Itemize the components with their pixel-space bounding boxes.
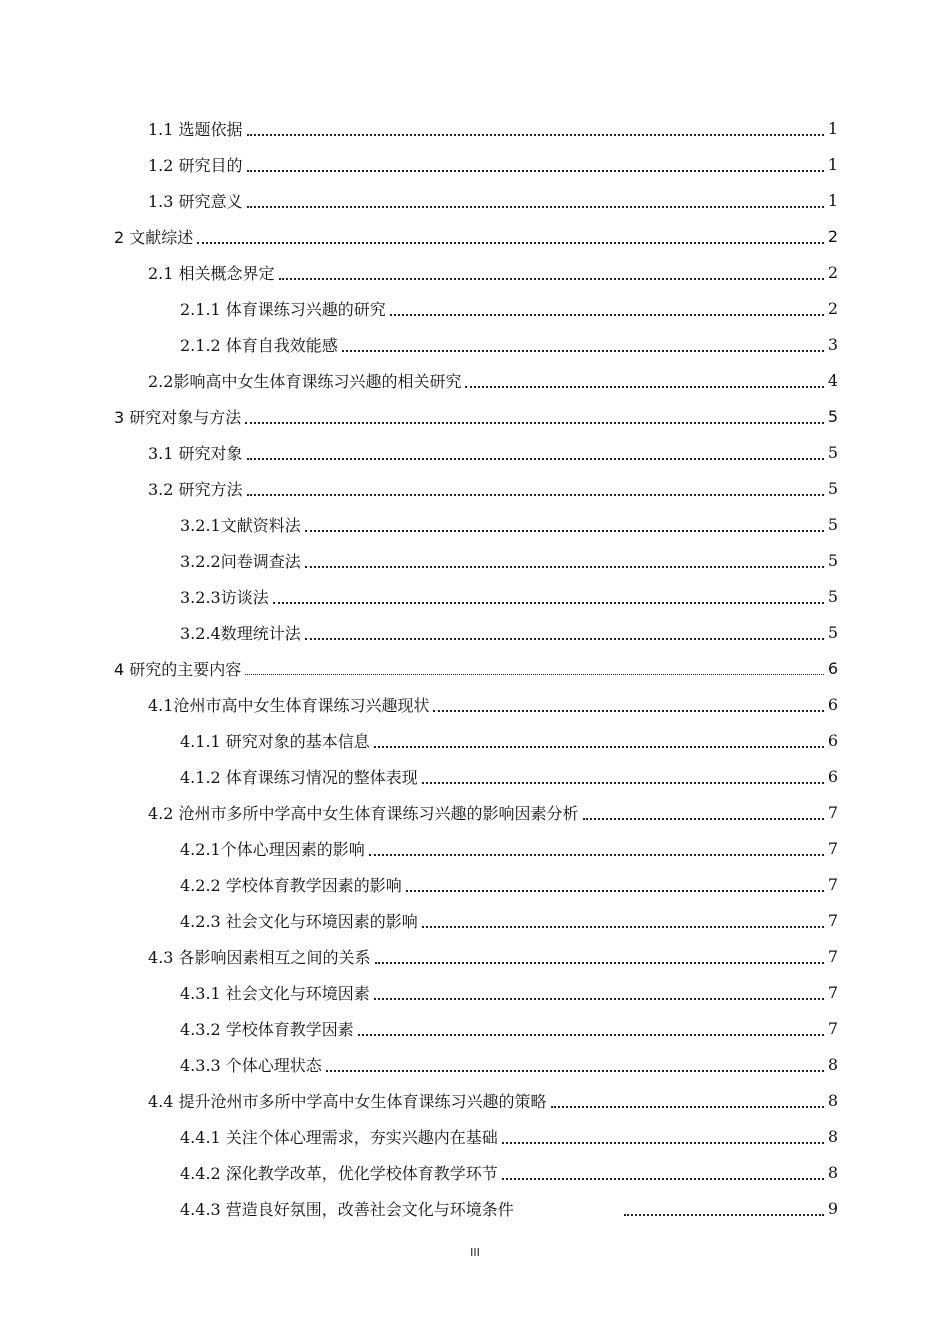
dot-leader	[390, 313, 824, 316]
toc-entry-title: 4 研究的主要内容	[114, 659, 242, 679]
table-of-contents	[0, 110, 950, 1226]
toc-entry-page-number: 2	[827, 262, 838, 282]
dot-leader	[245, 421, 824, 424]
toc-entry[interactable]	[0, 1118, 950, 1154]
dot-leader	[279, 277, 824, 280]
dot-leader	[305, 565, 824, 568]
toc-entry-title: 4.3.1 社会文化与环境因素	[180, 983, 370, 1003]
toc-entry[interactable]	[0, 650, 950, 686]
dot-leader	[406, 889, 824, 892]
toc-entry-title: 3.2.3访谈法	[180, 587, 269, 607]
dot-leader	[247, 457, 824, 460]
toc-entry[interactable]	[0, 866, 950, 902]
dot-leader	[247, 493, 824, 496]
toc-entry-title: 4.2.2 学校体育教学因素的影响	[180, 875, 402, 895]
toc-entry[interactable]	[0, 290, 950, 326]
toc-entry[interactable]	[0, 686, 950, 722]
toc-entry[interactable]	[0, 398, 950, 434]
dot-leader	[247, 205, 824, 208]
dot-leader	[273, 601, 824, 604]
toc-entry-page-number: 2	[827, 298, 838, 318]
toc-entry[interactable]	[0, 1046, 950, 1082]
toc-entry[interactable]	[0, 794, 950, 830]
toc-entry-page-number: 5	[827, 478, 838, 498]
dot-leader	[245, 673, 824, 675]
toc-entry-page-number: 4	[827, 370, 838, 390]
toc-entry-title: 2.1 相关概念界定	[148, 263, 275, 283]
toc-entry-page-number: 6	[827, 766, 838, 786]
toc-entry[interactable]	[0, 974, 950, 1010]
toc-entry-page-number: 9	[827, 1198, 838, 1218]
dot-leader	[465, 385, 823, 388]
toc-entry[interactable]	[0, 470, 950, 506]
dot-leader	[247, 169, 824, 172]
toc-entry-title: 4.1.1 研究对象的基本信息	[180, 731, 370, 751]
toc-entry[interactable]	[0, 182, 950, 218]
toc-entry[interactable]	[0, 254, 950, 290]
toc-entry[interactable]	[0, 1082, 950, 1118]
dot-leader	[374, 997, 824, 1000]
toc-entry[interactable]	[0, 542, 950, 578]
toc-entry[interactable]	[0, 902, 950, 938]
toc-entry-page-number: 3	[827, 334, 838, 354]
dot-leader	[583, 817, 824, 820]
toc-entry[interactable]	[0, 146, 950, 182]
dot-leader	[375, 961, 824, 964]
toc-entry-title: 4.3 各影响因素相互之间的关系	[148, 947, 371, 967]
dot-leader	[305, 529, 824, 532]
toc-entry-page-number: 5	[827, 406, 838, 426]
toc-entry[interactable]	[0, 578, 950, 614]
toc-entry[interactable]	[0, 758, 950, 794]
toc-entry-title: 4.4.2 深化教学改革，优化学校体育教学环节	[180, 1163, 498, 1183]
toc-entry-title: 4.1沧州市高中女生体育课练习兴趣现状	[148, 695, 430, 715]
toc-entry-page-number: 7	[827, 838, 838, 858]
dot-leader	[247, 133, 824, 136]
toc-entry-title: 4.3.3 个体心理状态	[180, 1055, 322, 1075]
toc-entry-title: 3.2 研究方法	[148, 479, 243, 499]
toc-entry-title: 2.1.2 体育自我效能感	[180, 335, 338, 355]
dot-leader	[374, 745, 824, 748]
dot-leader	[305, 637, 824, 640]
toc-entry-title: 2 文献综述	[114, 227, 194, 247]
toc-entry[interactable]	[0, 110, 950, 146]
toc-entry-title: 1.1 选题依据	[148, 119, 243, 139]
toc-entry[interactable]	[0, 722, 950, 758]
toc-entry-page-number: 8	[827, 1090, 838, 1110]
toc-entry[interactable]	[0, 614, 950, 650]
toc-entry-page-number: 2	[827, 226, 838, 246]
toc-entry-page-number: 5	[827, 514, 838, 534]
toc-entry-page-number: 1	[827, 154, 838, 174]
toc-entry[interactable]	[0, 218, 950, 254]
dot-leader	[422, 781, 824, 784]
dot-leader	[502, 1141, 824, 1144]
toc-entry-page-number: 5	[827, 442, 838, 462]
toc-entry-title: 3.1 研究对象	[148, 443, 243, 463]
toc-entry-page-number: 8	[827, 1054, 838, 1074]
toc-entry-title: 3.2.1文献资料法	[180, 515, 301, 535]
toc-entry-page-number: 7	[827, 1018, 838, 1038]
toc-entry-page-number: 6	[827, 730, 838, 750]
toc-entry-page-number: 7	[827, 982, 838, 1002]
toc-entry-title: 1.3 研究意义	[148, 191, 243, 211]
toc-entry-title: 1.2 研究目的	[148, 155, 243, 175]
toc-entry[interactable]	[0, 506, 950, 542]
toc-entry[interactable]	[0, 830, 950, 866]
dot-leader	[369, 853, 824, 856]
toc-entry[interactable]	[0, 434, 950, 470]
toc-entry[interactable]	[0, 1154, 950, 1190]
page-number-footer: III	[470, 1246, 480, 1259]
toc-entry-title: 4.1.2 体育课练习情况的整体表现	[180, 767, 418, 787]
toc-entry-title: 3 研究对象与方法	[114, 407, 242, 427]
toc-entry-page-number: 7	[827, 802, 838, 822]
toc-entry[interactable]	[0, 1190, 950, 1226]
toc-entry-page-number: 7	[827, 874, 838, 894]
toc-entry-title: 4.4 提升沧州市多所中学高中女生体育课练习兴趣的策略	[148, 1091, 547, 1111]
toc-entry-title: 4.2.1个体心理因素的影响	[180, 839, 365, 859]
toc-entry-page-number: 6	[827, 658, 838, 678]
toc-entry[interactable]	[0, 362, 950, 398]
dot-leader	[551, 1105, 824, 1108]
toc-entry-title: 3.2.2问卷调查法	[180, 551, 301, 571]
toc-entry[interactable]	[0, 326, 950, 362]
toc-entry-page-number: 5	[827, 550, 838, 570]
toc-entry-page-number: 8	[827, 1126, 838, 1146]
dot-leader	[358, 1033, 824, 1036]
toc-entry-page-number: 6	[827, 694, 838, 714]
dot-leader	[326, 1069, 824, 1072]
toc-entry-page-number: 7	[827, 946, 838, 966]
toc-entry-title: 2.2影响高中女生体育课练习兴趣的相关研究	[148, 371, 462, 391]
toc-entry-title: 2.1.1 体育课练习兴趣的研究	[180, 299, 386, 319]
dot-leader	[342, 349, 824, 352]
toc-entry-page-number: 1	[827, 190, 838, 210]
toc-entry-page-number: 5	[827, 622, 838, 642]
toc-entry-page-number: 5	[827, 586, 838, 606]
toc-entry-title: 3.2.4数理统计法	[180, 623, 301, 643]
dot-leader	[422, 925, 824, 928]
dot-leader	[433, 709, 823, 712]
dot-leader	[624, 1213, 824, 1216]
toc-entry[interactable]	[0, 1010, 950, 1046]
toc-entry-title: 4.4.3 营造良好氛围，改善社会文化与环境条件	[180, 1199, 514, 1219]
toc-entry-title: 4.4.1 关注个体心理需求，夯实兴趣内在基础	[180, 1127, 498, 1147]
dot-leader	[197, 241, 824, 244]
toc-entry-title: 4.3.2 学校体育教学因素	[180, 1019, 354, 1039]
toc-entry-title: 4.2 沧州市多所中学高中女生体育课练习兴趣的影响因素分析	[148, 803, 579, 823]
toc-entry-page-number: 8	[827, 1162, 838, 1182]
toc-entry-page-number: 7	[827, 910, 838, 930]
toc-entry[interactable]	[0, 938, 950, 974]
dot-leader	[502, 1177, 824, 1180]
toc-entry-title: 4.2.3 社会文化与环境因素的影响	[180, 911, 418, 931]
toc-entry-page-number: 1	[827, 118, 838, 138]
